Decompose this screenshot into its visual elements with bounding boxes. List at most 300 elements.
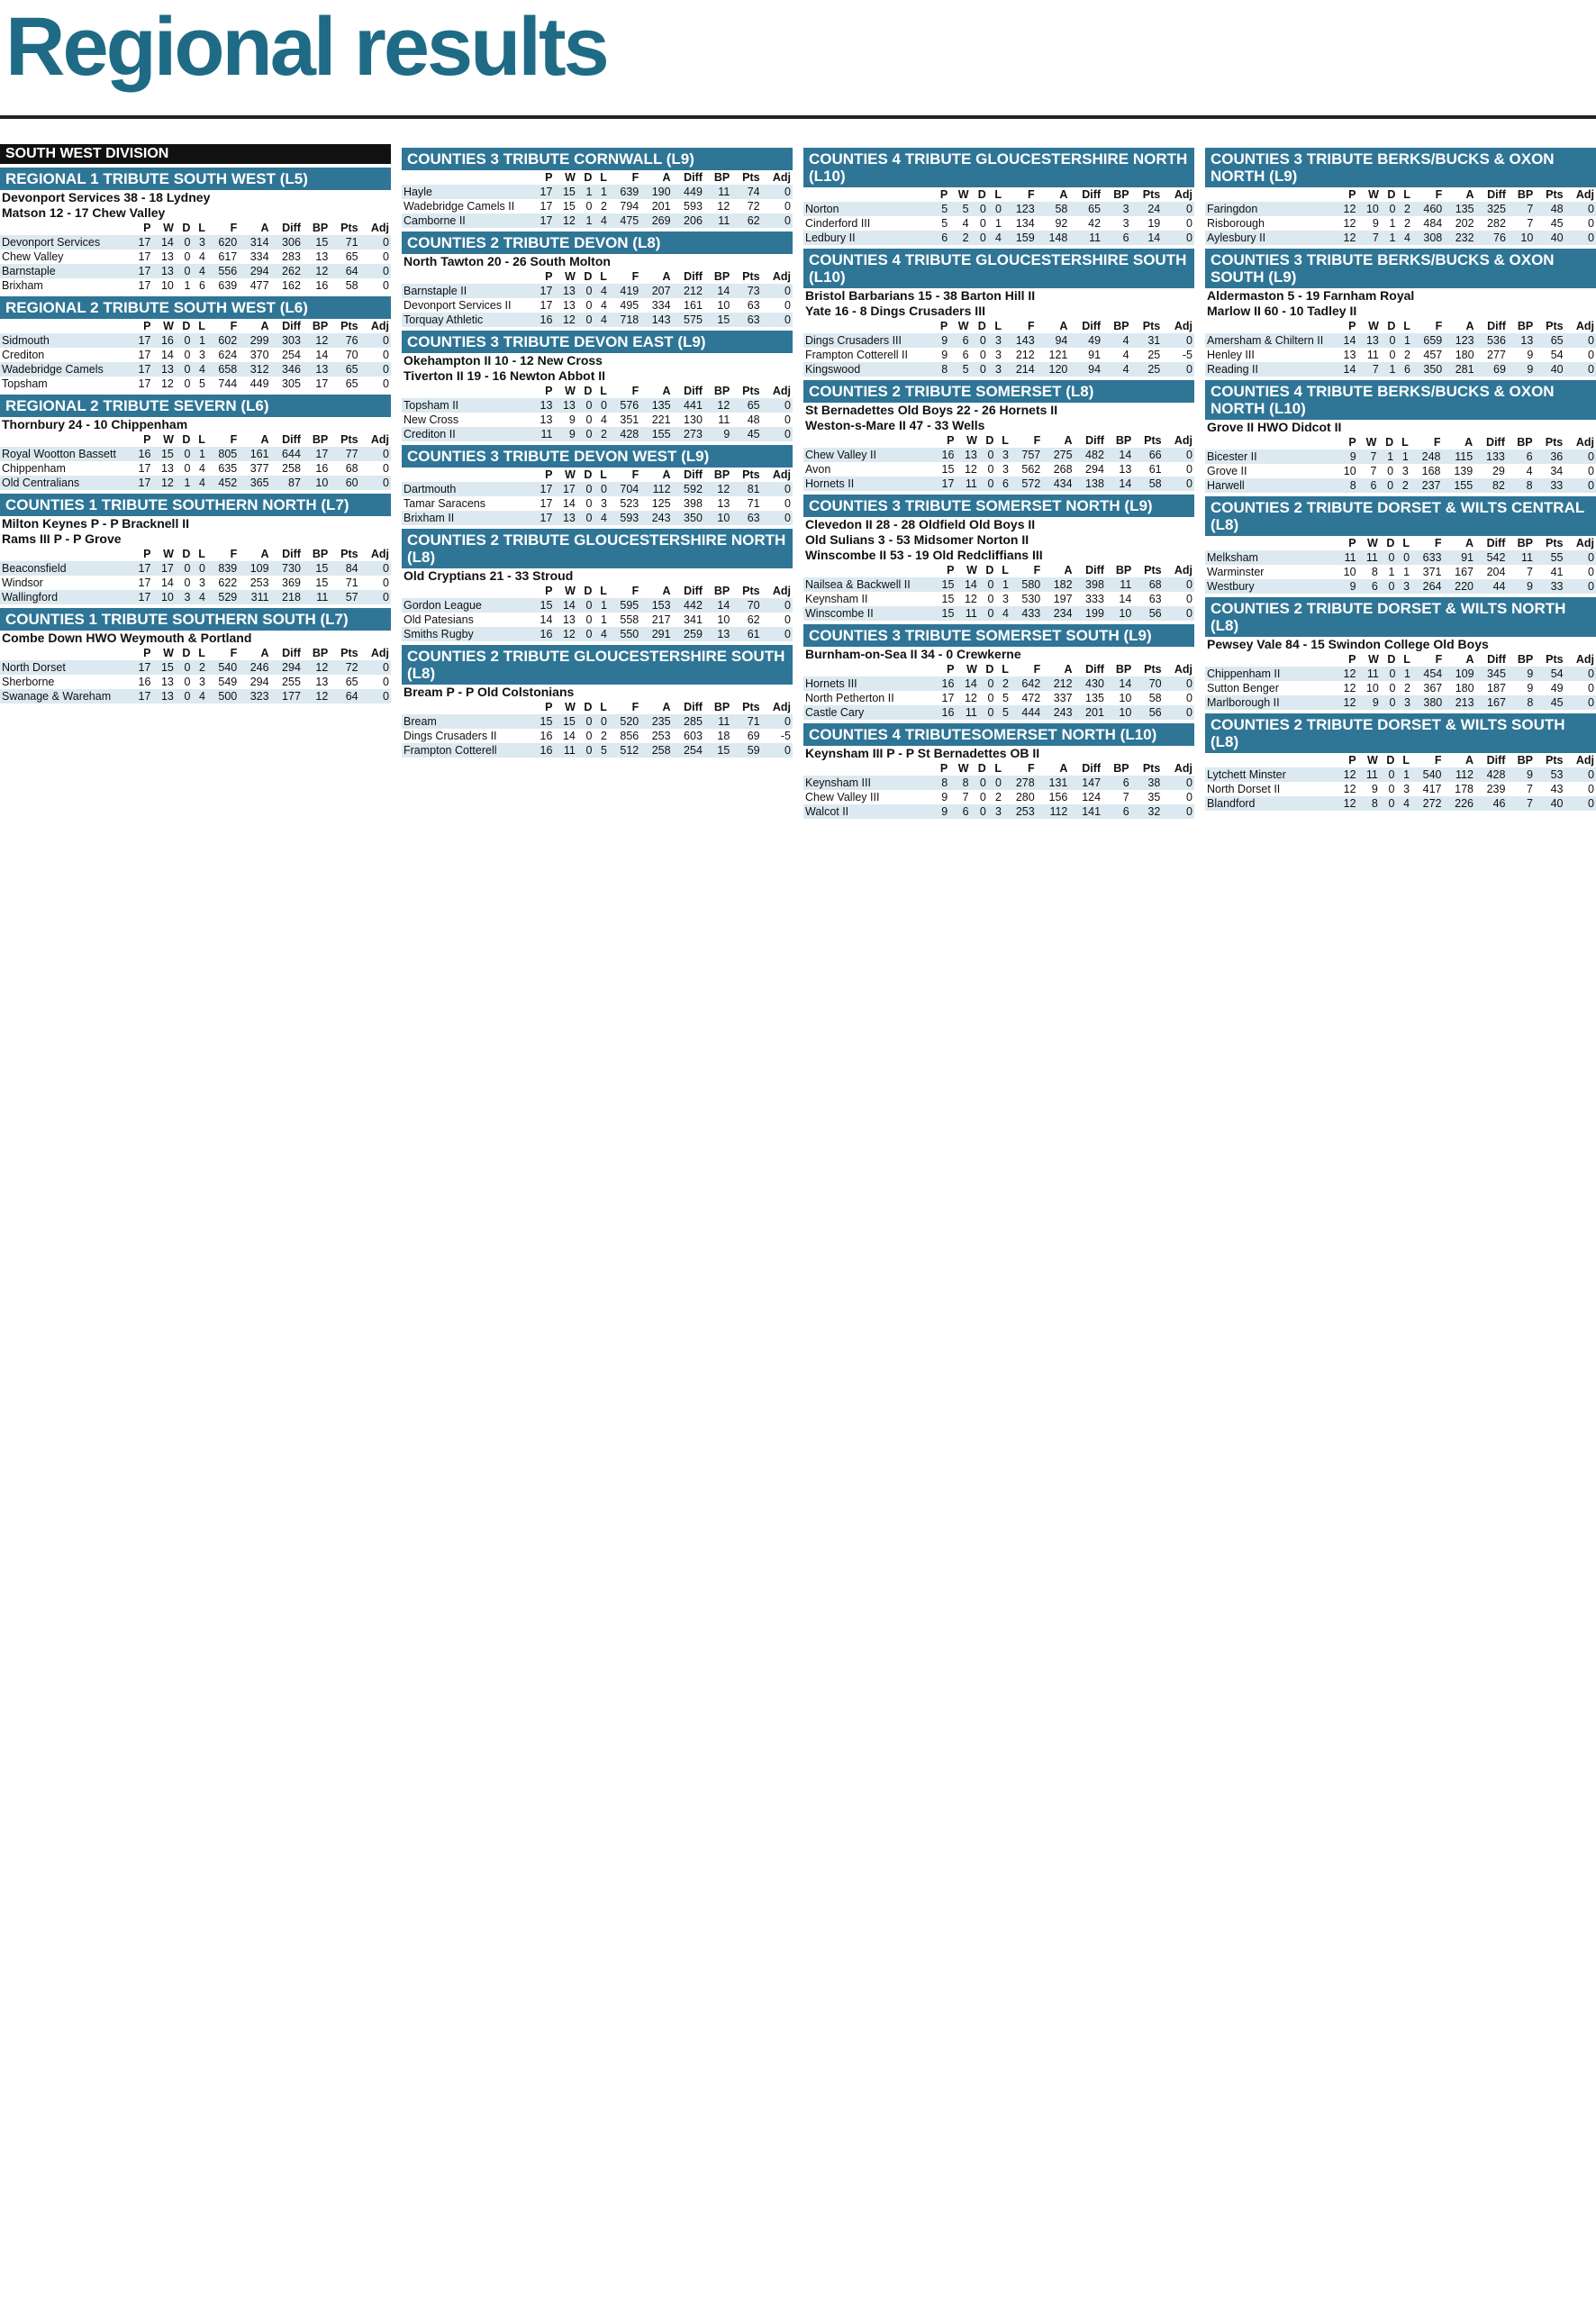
column-header: A [260,433,269,446]
stat-cell: 15 [941,463,955,476]
stat-cell: 14 [152,235,175,250]
stat-cell: 454 [1412,667,1444,681]
stat-cell: 540 [1411,767,1443,782]
team-name: Brixham II [402,511,531,525]
stat-cell: 0 [1164,448,1194,462]
match-result: Thornbury 24 - 10 Chippenham [2,417,188,431]
column-header: F [1033,564,1041,576]
stat-cell: 428 [1475,767,1507,782]
column-header [402,384,531,398]
stat-cell: 0 [1388,783,1395,795]
match-result: St Bernadettes Old Boys 22 - 26 Hornets II [805,403,1058,417]
stat-cell: 54 [1550,349,1564,361]
column-header: D [584,585,593,597]
stat-cell: 13 [562,299,576,312]
column-header: Pts [1144,434,1162,447]
stat-cell: 278 [1003,776,1037,790]
stat-cell: 13 [1343,349,1356,361]
column-header: BP [1113,320,1129,332]
stat-cell: 112 [1444,767,1475,782]
team-name: Risborough [1207,217,1265,230]
column-header: Pts [1546,653,1564,666]
stat-cell: 17 [531,482,554,496]
stat-cell: 303 [271,333,303,348]
column-header: Pts [1546,537,1564,549]
team-name: Sherborne [2,676,55,688]
stat-cell: 16 [531,627,554,641]
stat-cell: 92 [1055,217,1068,230]
team-name: Faringdon [1205,202,1335,216]
team-name: Sutton Benger [1207,682,1279,695]
stat-cell: 0 [577,482,594,496]
stat-cell: 1 [594,185,609,199]
column-header: L [198,222,205,234]
column-header: BP [312,433,329,446]
stat-cell: 13 [531,398,554,413]
column-header: Pts [340,222,358,234]
stat-cell: 70 [1133,676,1163,691]
stat-cell: 9 [941,791,948,803]
column-header [402,700,531,714]
stat-cell: 73 [731,284,761,298]
stat-cell: 0 [762,398,793,413]
stat-cell: 306 [271,235,303,250]
stat-cell: 65 [731,398,761,413]
team-name: Avon [805,463,831,476]
stat-cell: 575 [673,313,704,327]
stat-cell: 17 [531,213,554,228]
stat-cell: 0 [762,511,793,525]
column-header: P [1348,537,1356,549]
stat-cell: 12 [160,377,174,390]
stat-cell: 718 [609,313,640,327]
stat-cell: 4 [192,476,207,490]
stat-cell: 4 [600,413,607,426]
column-header: Diff [1085,564,1104,576]
stat-cell: 14 [1335,333,1357,348]
column-header [803,761,933,776]
table-header-row [803,433,1194,448]
stat-cell: 31 [1131,333,1163,348]
stat-cell: 60 [330,476,359,490]
stat-cell: 0 [971,231,988,245]
stat-cell: 17 [315,377,329,390]
stat-cell: 805 [207,447,239,461]
stat-cell: 46 [1475,796,1507,811]
stat-cell: 12 [1335,767,1358,782]
stat-cell: 658 [207,362,239,377]
table-row [0,264,391,278]
stat-cell: 0 [988,202,1003,216]
column-header: P [545,171,553,184]
column-header: D [584,468,593,481]
stat-cell: 0 [1381,667,1398,681]
stat-cell: 131 [1037,776,1070,790]
stat-cell: 12 [303,689,330,704]
stat-cell: 294 [271,660,303,675]
column-header: W [1368,188,1379,201]
stat-cell: 0 [1164,676,1194,691]
team-name: Aylesbury II [1205,231,1335,245]
stat-cell: 112 [1037,804,1070,819]
column-header [1205,753,1335,767]
column-header: W [966,663,977,676]
stat-cell: 595 [609,598,640,613]
stat-cell: 253 [1003,804,1037,819]
stat-cell: 259 [673,627,704,641]
stat-cell: 0 [585,200,593,213]
column-header: P [939,762,948,775]
stat-cell: 7 [1508,202,1535,216]
stat-cell: 9 [1507,579,1535,594]
stat-cell: 0 [1186,593,1192,605]
column-header: L [1402,754,1410,767]
stat-cell: 285 [673,714,704,729]
stat-cell: 0 [360,264,391,278]
stat-cell: 333 [1085,593,1104,605]
column-header: A [1059,320,1068,332]
column-header: BP [713,270,730,283]
stat-cell: 135 [1085,692,1104,704]
stat-cell: 13 [303,362,330,377]
league-table [1205,652,1596,710]
stat-cell: 155 [1443,478,1475,493]
team-name: Gordon League [402,598,531,613]
stat-cell: 1 [1397,667,1412,681]
stat-cell: 0 [1564,579,1596,594]
table-header-row [0,547,391,561]
stat-cell: 246 [239,660,270,675]
stat-cell: 11 [554,743,576,758]
stat-cell: 17 [540,497,553,510]
column-header: D [182,320,191,332]
stat-cell: 1 [192,333,207,348]
column-header: P [1348,188,1356,201]
column-header: D [182,222,191,234]
column [803,144,1194,2306]
league-table [0,319,391,391]
stat-cell: 61 [1148,463,1162,476]
stat-cell: 5 [198,377,205,390]
column-header: W [1367,754,1378,767]
stat-cell: 529 [207,590,239,604]
stat-cell: 159 [1003,231,1037,245]
table-row [0,675,391,689]
stat-cell: 430 [1075,676,1106,691]
stat-cell: 0 [1164,606,1194,621]
column-header: Diff [1487,653,1506,666]
table-row [1205,348,1596,362]
column-header [0,432,130,447]
stat-cell: 202 [1455,217,1474,230]
stat-cell: 53 [1535,767,1564,782]
column-header [402,170,531,185]
stat-cell: 226 [1444,796,1475,811]
stat-cell: 549 [218,676,238,688]
stat-cell: 10 [1119,692,1132,704]
stat-cell: 460 [1412,202,1444,216]
table-header-row [803,319,1194,333]
stat-cell: 10 [1106,606,1133,621]
table-header-row [803,761,1194,776]
column-header: BP [713,468,730,481]
column-header: A [1465,188,1474,201]
team-name: Bream [402,714,531,729]
team-name: Reading II [1205,362,1335,377]
column-header [1205,435,1335,449]
stat-cell: 16 [933,448,956,462]
stat-cell: 14 [1131,231,1163,245]
column [1205,144,1596,2306]
column-header: Adj [370,222,389,234]
match-result: Rams III P - P Grove [2,531,122,546]
team-name: Keynsham II [805,593,868,605]
stat-cell: 13 [1357,333,1380,348]
stat-cell: 19 [1147,217,1161,230]
stat-cell: 6 [1102,804,1131,819]
column-header: A [260,548,269,560]
column-header: Diff [1082,762,1102,775]
stat-cell: 334 [651,299,671,312]
league-table [1205,187,1596,245]
column-header: P [143,222,151,234]
column-header: L [198,320,205,332]
column-header [1205,652,1335,667]
column-header: D [985,663,994,676]
stat-cell: 11 [1106,577,1133,592]
team-name: Harwell [1205,478,1335,493]
stat-cell: 5 [933,202,949,216]
column-header [0,646,130,660]
team-name: Hornets III [803,676,933,691]
stat-cell: 14 [956,577,978,592]
stat-cell: 0 [1565,333,1596,348]
stat-cell: 11 [1358,767,1380,782]
stat-cell: 3 [995,448,1011,462]
stat-cell: 212 [1042,676,1074,691]
stat-cell: 1 [1381,231,1398,245]
stat-cell: 5 [941,217,948,230]
stat-cell: 444 [1011,705,1042,720]
stat-cell: 562 [1021,463,1041,476]
stat-cell: 0 [762,627,793,641]
stat-cell: 272 [1411,796,1443,811]
team-name: Hornets II [803,477,933,491]
table-row [402,496,793,511]
stat-cell: 9 [1527,682,1534,695]
stat-cell: 0 [383,250,389,263]
stat-cell: 0 [762,213,793,228]
stat-cell: 167 [1476,695,1508,710]
stat-cell: 6 [1507,449,1535,464]
stat-cell: 17 [130,561,152,576]
stat-cell: 4 [198,250,205,263]
table-row [803,790,1194,804]
stat-cell: 264 [1411,579,1443,594]
stat-cell: 540 [207,660,239,675]
stat-cell: 5 [949,202,970,216]
stat-cell: 178 [1455,783,1474,795]
team-name: Torquay Athletic [402,313,531,327]
stat-cell: 25 [1131,362,1163,377]
stat-cell: 0 [577,427,594,441]
column-header: Adj [1174,663,1192,676]
stat-cell: 350 [673,511,704,525]
stat-cell: 58 [345,279,358,292]
stat-cell: 495 [620,299,639,312]
column-header: Adj [1575,188,1594,201]
stat-cell: 14 [160,349,174,361]
stat-cell: 115 [1443,449,1475,464]
stat-cell: 4 [594,213,609,228]
table-row [1205,796,1596,811]
stat-cell: 0 [979,217,986,230]
team-name: Frampton Cotterell II [805,349,908,361]
team-name: Devonport Services [0,235,130,250]
match-result: Okehampton II 10 - 12 New Cross [404,353,603,368]
stat-cell: 3 [198,676,205,688]
stat-cell: 346 [271,362,303,377]
stat-cell: 603 [684,730,703,742]
stat-cell: 6 [1358,579,1380,594]
column-header: A [662,585,671,597]
stat-cell: 57 [330,590,359,604]
column-header: A [1064,564,1073,576]
column-header: Diff [282,548,301,560]
stat-cell: 10 [303,476,330,490]
table-row [402,598,793,613]
league-title: COUNTIES 1 TRIBUTE SOUTHERN SOUTH (L7) [0,608,391,631]
stat-cell: 0 [1164,577,1194,592]
stat-cell: 0 [1164,705,1194,720]
league-title: COUNTIES 2 TRIBUTE GLOUCESTERSHIRE SOUTH (L8) [402,645,793,685]
stat-cell: 12 [1343,682,1356,695]
stat-cell: 13 [540,413,553,426]
stat-cell: 11 [704,185,731,199]
stat-cell: 0 [1162,776,1194,790]
stat-cell: 704 [609,482,640,496]
stat-cell: 294 [239,264,270,278]
stat-cell: 0 [979,606,996,621]
stat-cell: 4 [594,627,609,641]
league-title: COUNTIES 3 TRIBUTE DEVON WEST (L9) [402,445,793,468]
stat-cell: 143 [640,313,672,327]
stat-cell: 659 [1412,333,1444,348]
column-header: L [600,171,607,184]
table-row [0,447,391,461]
stat-cell: 0 [1387,465,1394,477]
stat-cell: 3 [1397,695,1412,710]
table-row [0,576,391,590]
stat-cell: 0 [1381,202,1398,216]
column-header: D [977,762,986,775]
stat-cell: 8 [949,776,970,790]
stat-cell: 0 [594,714,609,729]
stat-cell: 13 [562,613,576,626]
stat-cell: 536 [1476,333,1508,348]
league-table [402,468,793,525]
league-table [0,646,391,704]
stat-cell: 207 [640,284,672,298]
table-row [402,511,793,525]
stat-cell: 17 [933,477,956,491]
stat-cell: 0 [1186,791,1192,803]
stat-cell: 9 [1335,449,1358,464]
stat-cell: 248 [1410,449,1443,464]
stat-cell: 41 [1550,566,1564,578]
column-header: D [1386,754,1395,767]
stat-cell: 34 [1550,465,1564,477]
stat-cell: 0 [1381,695,1398,710]
column-header: Pts [340,433,358,446]
column-header: P [1348,653,1356,666]
stat-cell: 275 [1042,448,1074,462]
table-row [402,413,793,427]
stat-cell: 0 [1588,566,1594,578]
stat-cell: 13 [315,250,329,263]
stat-cell: 15 [562,200,576,213]
team-name: Smiths Rugby [402,627,531,641]
match-result: Milton Keynes P - P Bracknell II [2,516,189,531]
stat-cell: 6 [949,333,970,348]
stat-cell: 14 [1119,593,1132,605]
stat-cell: 17 [130,235,152,250]
stat-cell: 0 [1564,478,1596,493]
stat-cell: 6 [1102,231,1131,245]
stat-cell: 56 [1133,606,1163,621]
stat-cell: 380 [1412,695,1444,710]
stat-cell: 6 [1102,776,1131,790]
stat-cell: 135 [1444,202,1475,216]
stat-cell: 10 [704,511,731,525]
stat-cell: 14 [1106,477,1133,491]
stat-cell: 2 [1395,478,1410,493]
stat-cell: 558 [620,613,639,626]
match-result: Yate 16 - 8 Dings Crusaders III [805,304,985,318]
league-title: COUNTIES 2 TRIBUTE DORSET & WILTS NORTH (L8) [1205,597,1596,637]
column-header: L [1403,653,1410,666]
stat-cell: 12 [303,660,330,675]
stat-cell: 294 [1085,463,1104,476]
match-result: Tiverton II 19 - 16 Newton Abbot II [404,368,606,383]
stat-cell: 180 [1455,682,1474,695]
stat-cell: 556 [207,264,239,278]
stat-cell: 0 [577,598,594,613]
stat-cell: 12 [1335,667,1357,681]
column-header: P [143,320,151,332]
column-header: W [966,434,977,447]
stat-cell: 243 [640,511,672,525]
stat-cell: 0 [577,627,594,641]
column-header: Adj [370,548,389,560]
stat-cell: 243 [1042,705,1074,720]
stat-cell: 602 [207,333,239,348]
stat-cell: 7 [1358,449,1379,464]
table-row [402,482,793,496]
stat-cell: 0 [987,692,994,704]
stat-cell: 0 [176,689,193,704]
table-header-row [402,700,793,714]
stat-cell: 139 [1454,465,1474,477]
stat-cell: 794 [620,200,639,213]
stat-cell: 0 [184,462,191,475]
column-header: F [1435,653,1443,666]
stat-cell: 4 [988,231,1003,245]
column-header: D [977,188,986,201]
stat-cell: 14 [704,284,731,298]
stat-cell: 0 [1381,333,1398,348]
stat-cell: 449 [673,185,704,199]
